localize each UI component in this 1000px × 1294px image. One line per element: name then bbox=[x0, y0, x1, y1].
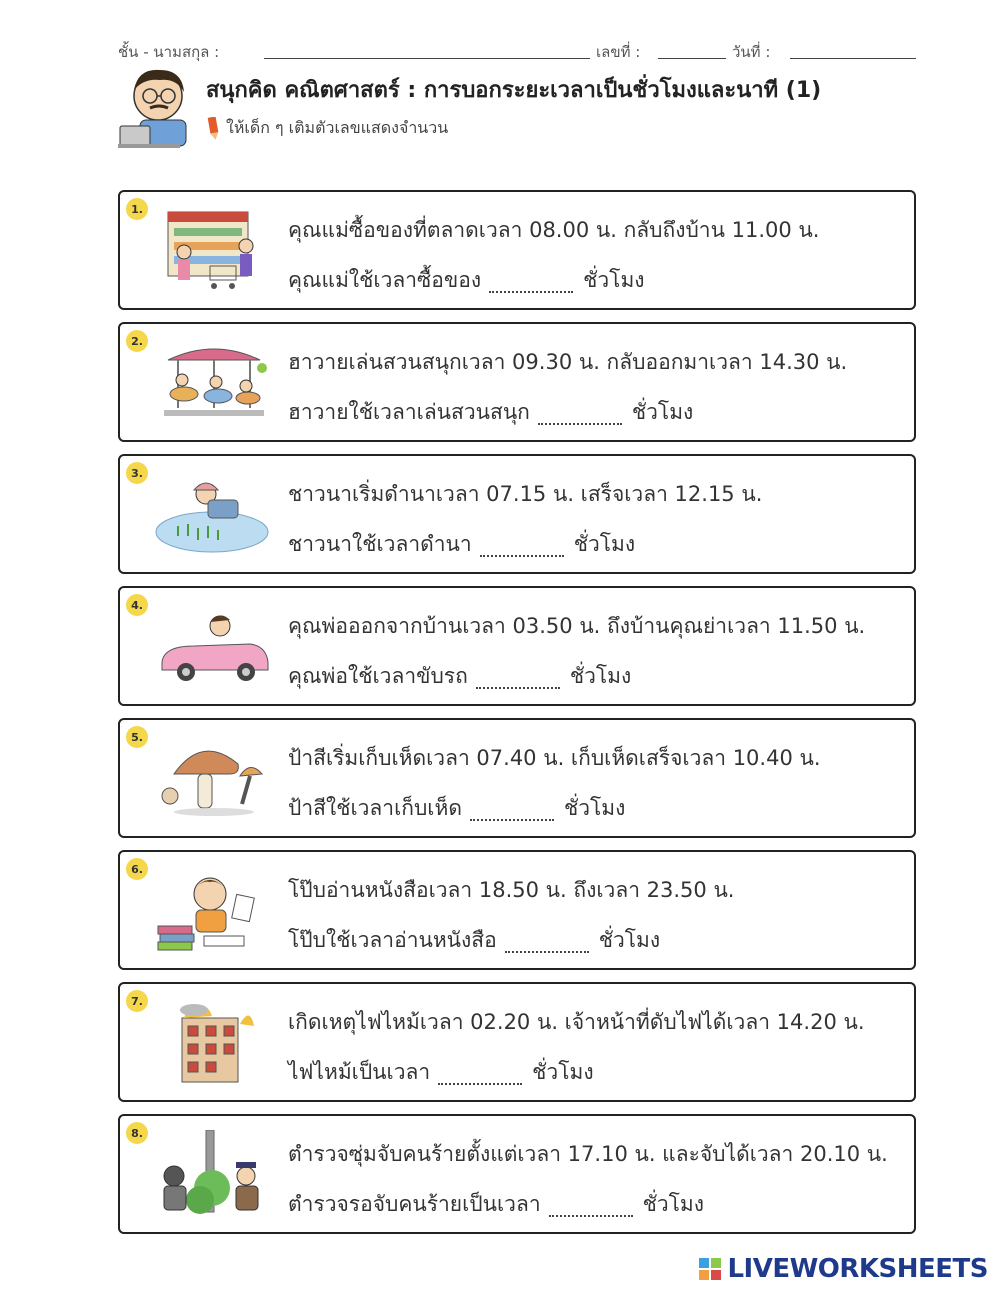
answer-blank[interactable] bbox=[476, 687, 560, 689]
question-number: 7. bbox=[126, 990, 148, 1012]
name-label: ชั้น - นามสกุล : bbox=[118, 43, 220, 61]
question-text: ชาวนาเริ่มดำนาเวลา 07.15 น. เสร็จเวลา 12.15 น. bbox=[288, 482, 763, 506]
answer-prompt: ตำรวจรอจับคนร้ายเป็นเวลา bbox=[288, 1192, 541, 1216]
police-illustration bbox=[154, 1130, 274, 1220]
unit-label: ชั่วโมง bbox=[569, 664, 632, 688]
question-card-1 bbox=[118, 190, 916, 310]
unit-label: ชั่วโมง bbox=[532, 1060, 594, 1084]
name-blank[interactable] bbox=[264, 58, 590, 59]
answer-line bbox=[288, 792, 625, 825]
number-label: เลขที่ : bbox=[596, 43, 641, 61]
answer-prompt: โป๊บใช้เวลาอ่านหนังสือ bbox=[288, 928, 497, 952]
answer-blank[interactable] bbox=[480, 555, 564, 557]
question-number: 6. bbox=[126, 858, 148, 880]
answer-line bbox=[288, 660, 631, 693]
unit-label: ชั่วโมง bbox=[631, 400, 694, 424]
answer-line bbox=[288, 924, 660, 957]
question-number: 3. bbox=[126, 462, 148, 484]
answer-blank[interactable] bbox=[489, 291, 573, 293]
question-text: โป๊บอ่านหนังสือเวลา 18.50 น. ถึงเวลา 23.50 น. bbox=[288, 878, 735, 902]
question-number: 5. bbox=[126, 726, 148, 748]
question-number: 1. bbox=[126, 198, 148, 220]
answer-blank[interactable] bbox=[470, 819, 554, 821]
answer-line bbox=[288, 1188, 704, 1221]
unit-label: ชั่วโมง bbox=[598, 928, 661, 952]
shopping-illustration bbox=[154, 206, 274, 296]
answer-prompt: ฮาวายใช้เวลาเล่นสวนสนุก bbox=[288, 400, 530, 424]
answer-prompt: คุณพ่อใช้เวลาขับรถ bbox=[288, 664, 468, 688]
answer-prompt: ป้าสีใช้เวลาเก็บเห็ด bbox=[288, 796, 462, 820]
question-number: 4. bbox=[126, 594, 148, 616]
question-card-8 bbox=[118, 1114, 916, 1234]
reading-boy-illustration bbox=[154, 866, 274, 956]
question-number: 2. bbox=[126, 330, 148, 352]
answer-line bbox=[288, 396, 693, 429]
carousel-illustration bbox=[154, 338, 274, 428]
answer-blank[interactable] bbox=[538, 423, 622, 425]
answer-line bbox=[288, 264, 645, 297]
answer-prompt: คุณแม่ใช้เวลาซื้อของ bbox=[288, 268, 482, 292]
question-text: ฮาวายเล่นสวนสนุกเวลา 09.30 น. กลับออกมาเวลา 14.30 น. bbox=[288, 350, 848, 374]
number-blank[interactable] bbox=[658, 58, 726, 59]
rice-farmer-illustration bbox=[154, 470, 274, 560]
unit-label: ชั่วโมง bbox=[583, 268, 645, 292]
question-card-4 bbox=[118, 586, 916, 706]
page-title: สนุกคิด คณิตศาสตร์ : การบอกระยะเวลาเป็นชั่วโมงและนาที (1) bbox=[206, 78, 822, 103]
unit-label: ชั่วโมง bbox=[642, 1192, 705, 1216]
instruction-text: ให้เด็ก ๆ เติมตัวเลขแสดงจำนวน bbox=[226, 118, 449, 137]
unit-label: ชั่วโมง bbox=[563, 796, 626, 820]
answer-prompt: ชาวนาใช้เวลาดำนา bbox=[288, 532, 472, 556]
answer-prompt: ไฟไหม้เป็นเวลา bbox=[288, 1060, 431, 1084]
mushroom-illustration bbox=[154, 734, 274, 824]
liveworksheets-logo bbox=[699, 1254, 988, 1284]
pencil-icon bbox=[206, 117, 220, 141]
logo-grid-icon bbox=[699, 1258, 721, 1280]
answer-blank[interactable] bbox=[549, 1215, 633, 1217]
question-text: คุณแม่ซื้อของที่ตลาดเวลา 08.00 น. กลับถึงบ้าน 11.00 น. bbox=[288, 218, 820, 242]
question-number: 8. bbox=[126, 1122, 148, 1144]
answer-blank[interactable] bbox=[438, 1083, 522, 1085]
answer-line bbox=[288, 1056, 594, 1089]
question-card-2 bbox=[118, 322, 916, 442]
question-card-6 bbox=[118, 850, 916, 970]
building-fire-illustration bbox=[154, 998, 274, 1088]
student-info-line bbox=[118, 36, 918, 64]
teacher-illustration bbox=[118, 62, 202, 152]
date-blank[interactable] bbox=[790, 58, 916, 59]
question-text: ป้าสีเริ่มเก็บเห็ดเวลา 07.40 น. เก็บเห็ดเสร็จเวลา 10.40 น. bbox=[288, 746, 821, 770]
brand-name: LIVEWORKSHEETS bbox=[727, 1254, 988, 1284]
unit-label: ชั่วโมง bbox=[573, 532, 636, 556]
question-card-5 bbox=[118, 718, 916, 838]
question-card-7 bbox=[118, 982, 916, 1102]
instruction bbox=[206, 116, 448, 141]
answer-blank[interactable] bbox=[505, 951, 589, 953]
question-text: คุณพ่อออกจากบ้านเวลา 03.50 น. ถึงบ้านคุณย่าเวลา 11.50 น. bbox=[288, 614, 866, 638]
question-card-3 bbox=[118, 454, 916, 574]
question-text: เกิดเหตุไฟไหม้เวลา 02.20 น. เจ้าหน้าที่ดับไฟได้เวลา 14.20 น. bbox=[288, 1010, 865, 1034]
car-illustration bbox=[154, 602, 274, 692]
date-label: วันที่ : bbox=[732, 43, 771, 61]
answer-line bbox=[288, 528, 635, 561]
question-text: ตำรวจซุ่มจับคนร้ายตั้งแต่เวลา 17.10 น. และจับได้เวลา 20.10 น. bbox=[288, 1142, 888, 1166]
